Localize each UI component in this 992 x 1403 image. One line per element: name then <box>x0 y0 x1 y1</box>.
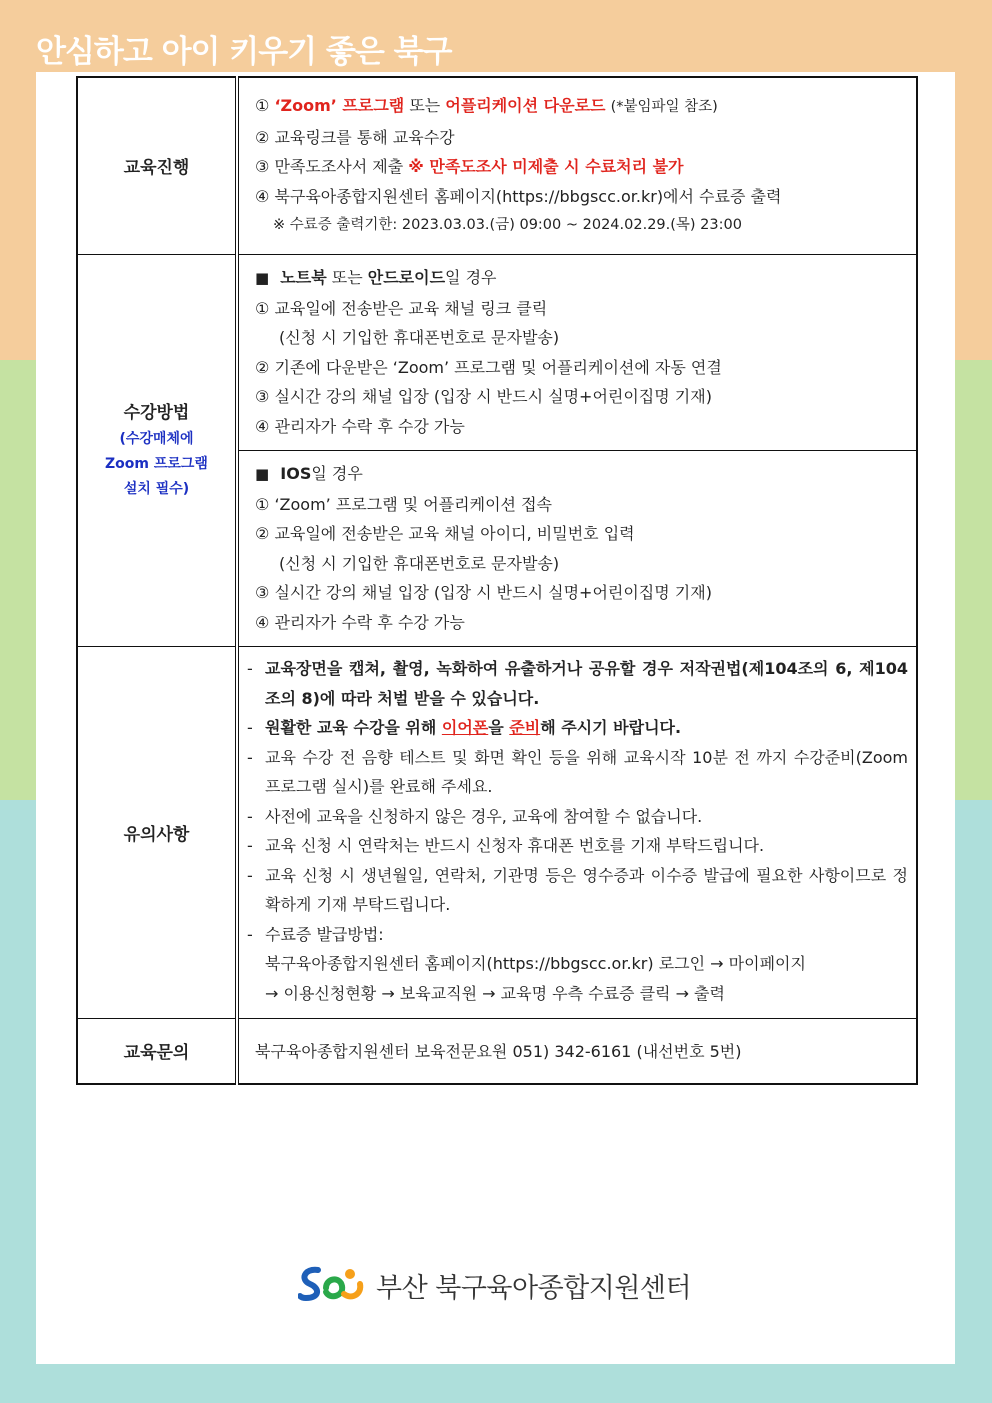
step-number: ① <box>255 96 270 115</box>
heading-tail: 일 경우 <box>311 464 363 483</box>
step-text: ‘Zoom’ 프로그램 및 어플리케이션 접속 <box>274 494 553 514</box>
dash-bullet: - <box>247 806 253 826</box>
step-text: 실시간 강의 채널 입장 (입장 시 반드시 실명+어린이집명 기재) <box>274 583 712 602</box>
method-notebook-content <box>237 254 917 450</box>
progress-content <box>237 77 917 254</box>
row-label-text: 교육진행 <box>123 158 190 179</box>
step-number: ③ <box>255 387 270 406</box>
note-item-phone <box>247 831 908 861</box>
row-label-method <box>77 254 237 646</box>
header-title: 안심하고 아이 키우기 좋은 북구 <box>36 34 452 70</box>
step-text: 관리자가 수락 후 수강 가능 <box>274 416 465 436</box>
step-number: ③ <box>255 583 270 602</box>
table-row-method-notebook <box>77 254 917 450</box>
prepare-highlight: 준비 <box>509 718 541 737</box>
earphone-highlight: 이어폰 <box>441 718 489 737</box>
notebook-step-4 <box>255 412 902 442</box>
or-text: 또는 <box>331 268 363 287</box>
dash-bullet: - <box>247 747 253 767</box>
note-item-certificate <box>247 920 908 1009</box>
certificate-path-1: 북구육아종합지원센터 홈페이지(https://bbgscc.or.kr) 로그인 → 마이페이지 <box>265 954 806 973</box>
step-number: ④ <box>255 416 270 436</box>
progress-step-2 <box>255 123 902 153</box>
step-number: ② <box>255 127 270 147</box>
survey-warning: ※ 만족도조사 미제출 시 수료처리 불가 <box>408 157 684 176</box>
notebook-step-3 <box>255 382 902 412</box>
dash-bullet: - <box>247 718 253 737</box>
row-label-progress <box>77 77 237 254</box>
certificate-method-title: 수료증 발급방법: <box>265 924 384 944</box>
note-text <box>265 920 908 1009</box>
inquiry-content <box>237 1018 917 1084</box>
note-part: 을 <box>488 718 504 737</box>
step-text: 만족도조사서 제출 <box>274 157 404 176</box>
note-text: 교육 수강 전 음향 테스트 및 화면 확인 등을 위해 교육시작 10분 전 까지 수강준비(Zoom 프로그램 실시)를 완료해 주세요. <box>265 747 908 796</box>
note-part: 해 주시기 바랍니다. <box>540 718 682 737</box>
table-row-progress <box>77 77 917 254</box>
certificate-path-2: → 이용신청현황 → 보육교직원 → 교육명 우측 수료증 클릭 → 출력 <box>265 983 725 1003</box>
step-text: 교육일에 전송받은 교육 채널 아이디, 비밀번호 입력 <box>274 524 635 543</box>
app-download-text: 어플리케이션 다운로드 <box>445 96 606 115</box>
dash-bullet: - <box>247 659 253 678</box>
ios-step-1 <box>255 490 902 520</box>
certificate-deadline-note: ※ 수료증 출력기한: 2023.03.03.(금) 09:00 ~ 2024.02.29.(목) 23:00 <box>273 217 742 233</box>
progress-step-1 <box>255 91 902 123</box>
note-text <box>265 713 908 743</box>
method-ios-content <box>237 450 917 646</box>
notebook-step-1-detail: (신청 시 기입한 휴대폰번호로 문자발송) <box>279 328 560 347</box>
step-number: ② <box>255 524 270 543</box>
requirement-line: Zoom 프로그램 <box>105 456 208 472</box>
notes-content <box>237 646 917 1018</box>
row-label-inquiry <box>77 1018 237 1084</box>
step-text: 기존에 다운받은 ‘Zoom’ 프로그램 및 어플리케이션에 자동 연결 <box>274 357 722 377</box>
dash-bullet: - <box>247 924 253 944</box>
ios-step-2 <box>255 519 902 549</box>
inquiry-contact-text: 북구육아종합지원센터 보육전문요원 051) 342-6161 (내선번호 5번) <box>255 1042 742 1062</box>
requirement-line: 설치 필수) <box>123 481 190 497</box>
step-text: 관리자가 수락 후 수강 가능 <box>274 612 465 632</box>
dash-bullet: - <box>247 865 253 885</box>
notebook-heading <box>255 263 902 294</box>
notebook-step-2 <box>255 353 902 383</box>
method-requirement-note <box>78 427 235 502</box>
ios-step-2-detail: (신청 시 기입한 휴대폰번호로 문자발송) <box>279 553 560 573</box>
row-label-text: 유의사항 <box>123 824 190 845</box>
step-text: 실시간 강의 채널 입장 (입장 시 반드시 실명+어린이집명 기재) <box>274 387 712 406</box>
attachment-ref: (*붙임파일 참조) <box>610 99 718 115</box>
note-text: 교육장면을 캡쳐, 촬영, 녹화하여 유출하거나 공유할 경우 저작권법(제104조의 6, 제104조의 8)에 따라 처벌 받을 수 있습니다. <box>265 659 908 708</box>
ios-heading <box>255 459 902 490</box>
table-row-inquiry <box>77 1018 917 1084</box>
note-part: 원활한 교육 수강을 위해 <box>265 718 437 737</box>
android-text: 안드로이드 <box>367 268 446 287</box>
note-item-copyright <box>247 654 908 713</box>
step-number: ① <box>255 494 270 514</box>
progress-step-4 <box>255 182 902 212</box>
or-text: 또는 <box>409 96 441 115</box>
row-label-text: 교육문의 <box>123 1043 190 1064</box>
progress-step-3 <box>255 152 902 182</box>
notebook-step-1 <box>255 294 902 324</box>
heading-tail: 일 경우 <box>445 268 497 287</box>
requirement-line: (수강매체에 <box>119 431 194 447</box>
info-table <box>76 76 918 1085</box>
step-number: ① <box>255 298 270 318</box>
note-text: 교육 신청 시 연락처는 반드시 신청자 휴대폰 번호를 기재 부탁드립니다. <box>265 836 765 855</box>
square-bullet-icon: ■ <box>255 269 270 287</box>
center-logo-icon <box>298 1264 366 1306</box>
note-item-earphone <box>247 713 908 743</box>
step-number: ② <box>255 357 270 377</box>
zoom-program-text: ‘Zoom’ 프로그램 <box>274 96 405 115</box>
table-row-notes <box>77 646 917 1018</box>
ios-step-3 <box>255 578 902 608</box>
dash-bullet: - <box>247 836 253 855</box>
row-label-text: 수강방법 <box>123 403 190 423</box>
note-item-sound-test <box>247 743 908 802</box>
note-item-registration <box>247 802 908 832</box>
step-text: 북구육아종합지원센터 홈페이지(https://bbgscc.or.kr)에서 수료증 출력 <box>274 186 782 206</box>
step-number: ④ <box>255 612 270 632</box>
row-label-notes <box>77 646 237 1018</box>
document-paper <box>36 72 955 1364</box>
step-text: 교육링크를 통해 교육수강 <box>274 127 455 147</box>
note-text: 교육 신청 시 생년월일, 연락처, 기관명 등은 영수증과 이수증 발급에 필요한 사항이므로 정확하게 기재 부탁드립니다. <box>265 865 908 914</box>
square-bullet-icon: ■ <box>255 465 270 483</box>
footer-logo <box>298 1264 691 1306</box>
notebook-text: 노트북 <box>280 268 327 287</box>
step-number: ③ <box>255 157 270 176</box>
step-text: 교육일에 전송받은 교육 채널 링크 클릭 <box>274 298 548 318</box>
step-number: ④ <box>255 186 270 206</box>
note-text: 사전에 교육을 신청하지 않은 경우, 교육에 참여할 수 없습니다. <box>265 806 703 826</box>
footer-logo-text: 부산 북구육아종합지원센터 <box>376 1272 692 1304</box>
ios-step-4 <box>255 608 902 638</box>
ios-text: IOS <box>280 464 312 483</box>
note-item-receipt <box>247 861 908 920</box>
